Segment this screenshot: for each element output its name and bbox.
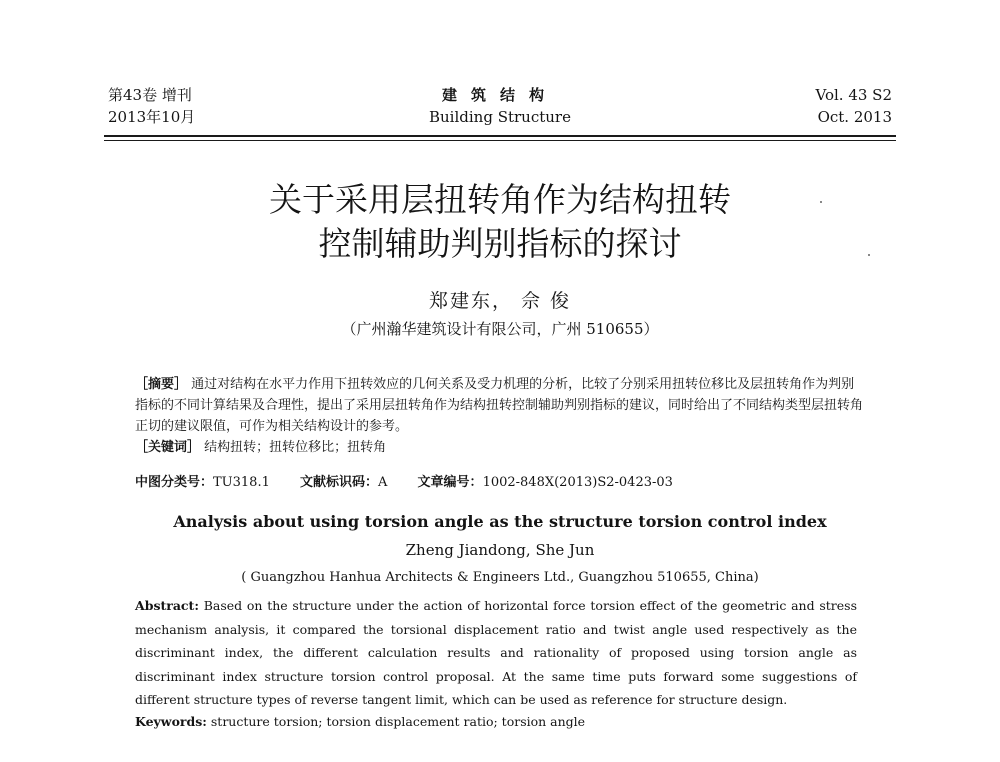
keywords-cn [135,437,865,458]
running-header [108,84,892,132]
scan-speck [868,254,870,256]
abstract-en: Abstract: Based on the structure under the action of horizontal force torsion effect of the geometric and stress mechanism analysis, it compared the torsional displacement ratio and twist angle used respectively as the discriminant index, the different calculation results and rationality of proposed using torsion angle as discriminant index structure torsion control proposal. At the same time puts forward some suggestions of different structure types of reverse tangent limit, which can be used as reference for structure design. [135,598,857,707]
journal-name-en: Building Structure [429,108,571,126]
title-cn-line2: 控制辅助判别指标的探讨 [318,224,682,263]
scan-speck [820,201,822,203]
abstract-cn-label: ［摘要］ [135,377,188,392]
paper-title-cn [0,178,1000,266]
abstract-en-text: Based on the structure under the action of horizontal force torsion effect of the geometric and stress mechanism analysis, it compared the torsional displacement ratio and twist angle used respectively as the discriminant index, the different calculation results and rationality of proposed using torsion angle as discriminant index structure torsion control proposal. At the same time puts forward some suggestions of different structure types of reverse tangent limit, which can be used as reference for structure design. [135,598,857,707]
header-center [108,84,892,128]
header-rule-thin [104,140,896,141]
clc-value: TU318.1 [213,475,270,490]
keywords-en-label: Keywords [135,714,203,729]
doc-code-label: 文献标识码： [300,475,379,490]
article-id-value: 1002-848X(2013)S2-0423-03 [482,475,673,490]
abstract-cn [135,374,865,437]
journal-name-cn: 建筑结构 [441,86,558,104]
keywords-cn-text: 结构扭转；扭转位移比；扭转角 [204,440,387,455]
authors-en: Zheng Jiandong, She Jun [405,541,595,559]
date-en: Oct. 2013 [817,108,892,126]
clc-label: 中图分类号： [135,475,214,490]
keywords-en-text: structure torsion; torsion displacement ratio; torsion angle [210,714,586,729]
classification-line [135,471,865,490]
abstract-en-label: Abstract [135,598,195,613]
keywords-en: Keywords: structure torsion; torsion displacement ratio; torsion angle [135,714,586,729]
doc-code-value: A [378,475,388,490]
date-cn: 2013年10月 [108,108,196,126]
affiliation-cn: （广州瀚华建筑设计有限公司，广州 510655） [341,320,659,338]
document-code [300,475,387,490]
keywords-cn-label: ［关键词］ [135,440,201,455]
abstract-cn-text: 通过对结构在水平力作用下扭转效应的几何关系及受力机理的分析，比较了分别采用扭转位移比及层扭转角作为判别指标的不同计算结果及合理性，提出了采用层扭转角作为结构扭转控制辅助判别指标的建议，同时给出了不同结构类型层扭转角正切的建议限值，可作为相关结构设计的参考。 [135,377,864,434]
volume-en: Vol. 43 S2 [815,86,892,104]
header-rule-thick [104,135,896,137]
clc-number [135,475,270,490]
article-id [418,475,673,490]
authors-cn: 郑建东， 佘 俊 [428,290,572,312]
article-id-label: 文章编号： [417,475,483,490]
paper-title-en: Analysis about using torsion angle as the structure torsion control index [173,512,827,531]
title-cn-line1: 关于采用层扭转角作为结构扭转 [269,180,731,219]
abstract-cn-block [135,374,865,458]
header-right [816,84,893,128]
affiliation-en: ( Guangzhou Hanhua Architects & Engineers Ltd., Guangzhou 510655, China) [241,570,759,585]
volume-cn: 第43卷 增刊 [108,86,192,104]
